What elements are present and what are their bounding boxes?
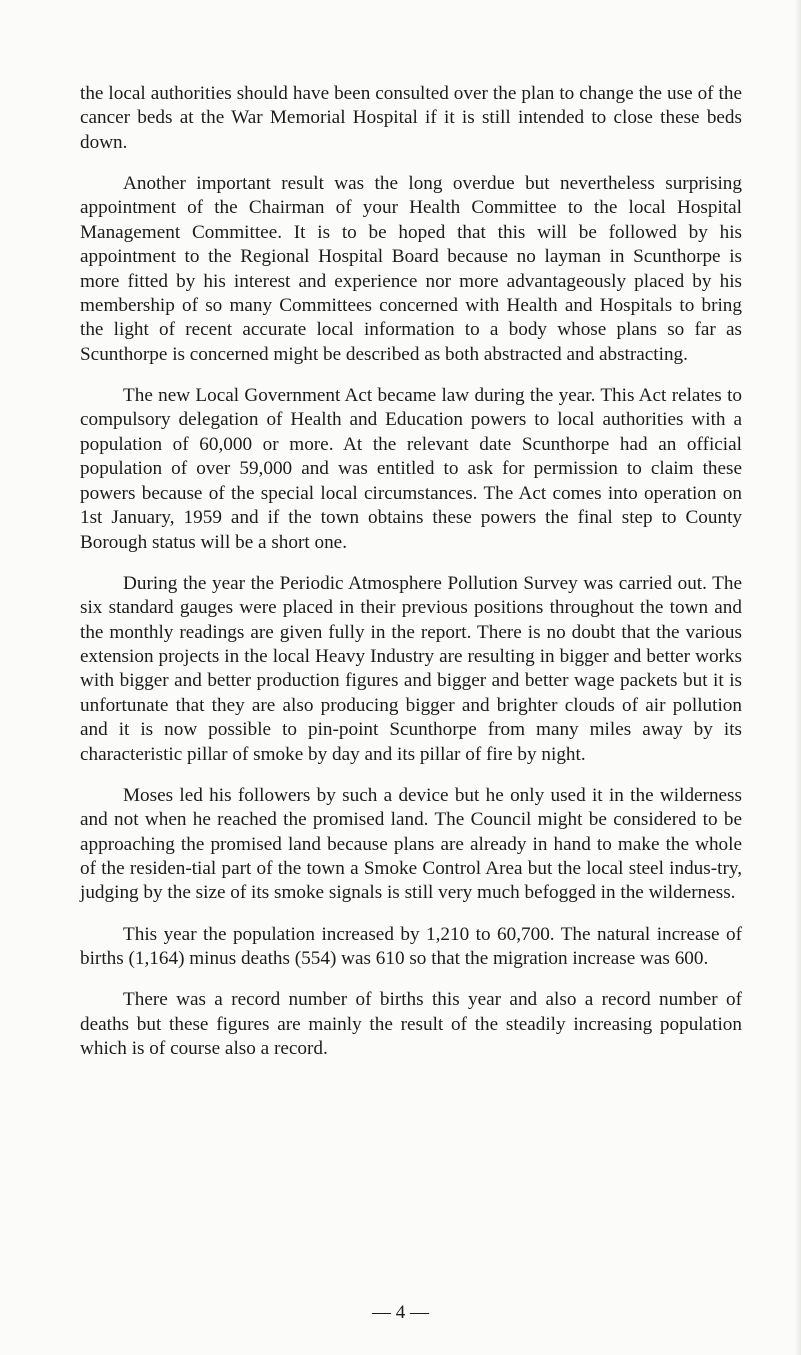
paragraph-moses: Moses led his followers by such a device but he only used it in the wilderness and not when he reached the promised land. The Council might be considered to be approaching the promised land because plans are already in hand to make the whole of the residen-tial part of the town a Smoke Control Area but the local steel indus-try, judging by the size of its smoke signals is still very much befogged in the wilderness. [80, 784, 742, 904]
paragraph-local-government-act: The new Local Government Act became law during the year. This Act relates to compulsory delegation of Health and Education powers to local authorities with a population of 60,000 or more. At the relevant date Scunthorpe had an official population of over 59,000 and was entitled to ask for permission to claim these powers because of the special local circumstances. The Act comes into operation on 1st January, 1959 and if the town obtains these powers the final step to County Borough status will be a short one. [80, 385, 742, 553]
paragraph-continuation: the local authorities should have been consulted over the plan to change the use of the cancer beds at the War Memorial Hospital if it is still intended to close these beds down. [80, 83, 742, 153]
paragraph-births-deaths: There was a record number of births this year and also a record number of deaths but these figures are mainly the result of the steadily increasing population which is of course also a record. [80, 989, 742, 1059]
page-edge-shadow [795, 0, 801, 1355]
paragraph-pollution-survey: During the year the Periodic Atmosphere Pollution Survey was carried out. The six standard gauges were placed in their previous positions throughout the town and the monthly readings are given fully in the report. There is no doubt that the various extension projects in the local Heavy Industry are resulting in bigger and better works with bigger and better production figures and bigger and better wage packets but it is unfortunate that they are also producing bigger and brighter clouds of air pollution and it is now possible to pin-point Scunthorpe from many miles away by its characteristic pillar of smoke by day and its pillar of fire by night. [80, 572, 742, 765]
paragraph-hospital-committee: Another important result was the long overdue but nevertheless surprising appointment of the Chairman of your Health Committee to the local Hospital Management Committee. It is to be hoped that this will be followed by his appointment to the Regional Hospital Board because no layman in Scunthorpe is more fitted by his interest and experience nor more advantageously placed by his membership of so many Committees concerned with Health and Hospitals to bring the light of recent accurate local information to a body whose plans so far as Scunthorpe is concerned might be described as both abstracted and abstracting. [80, 173, 742, 365]
document-body [80, 82, 742, 1078]
paragraph-population: This year the population increased by 1,210 to 60,700. The natural increase of births (1,164) minus deaths (554) was 610 so that the migration increase was 600. [80, 923, 742, 969]
page-number: — 4 — [372, 1302, 429, 1323]
